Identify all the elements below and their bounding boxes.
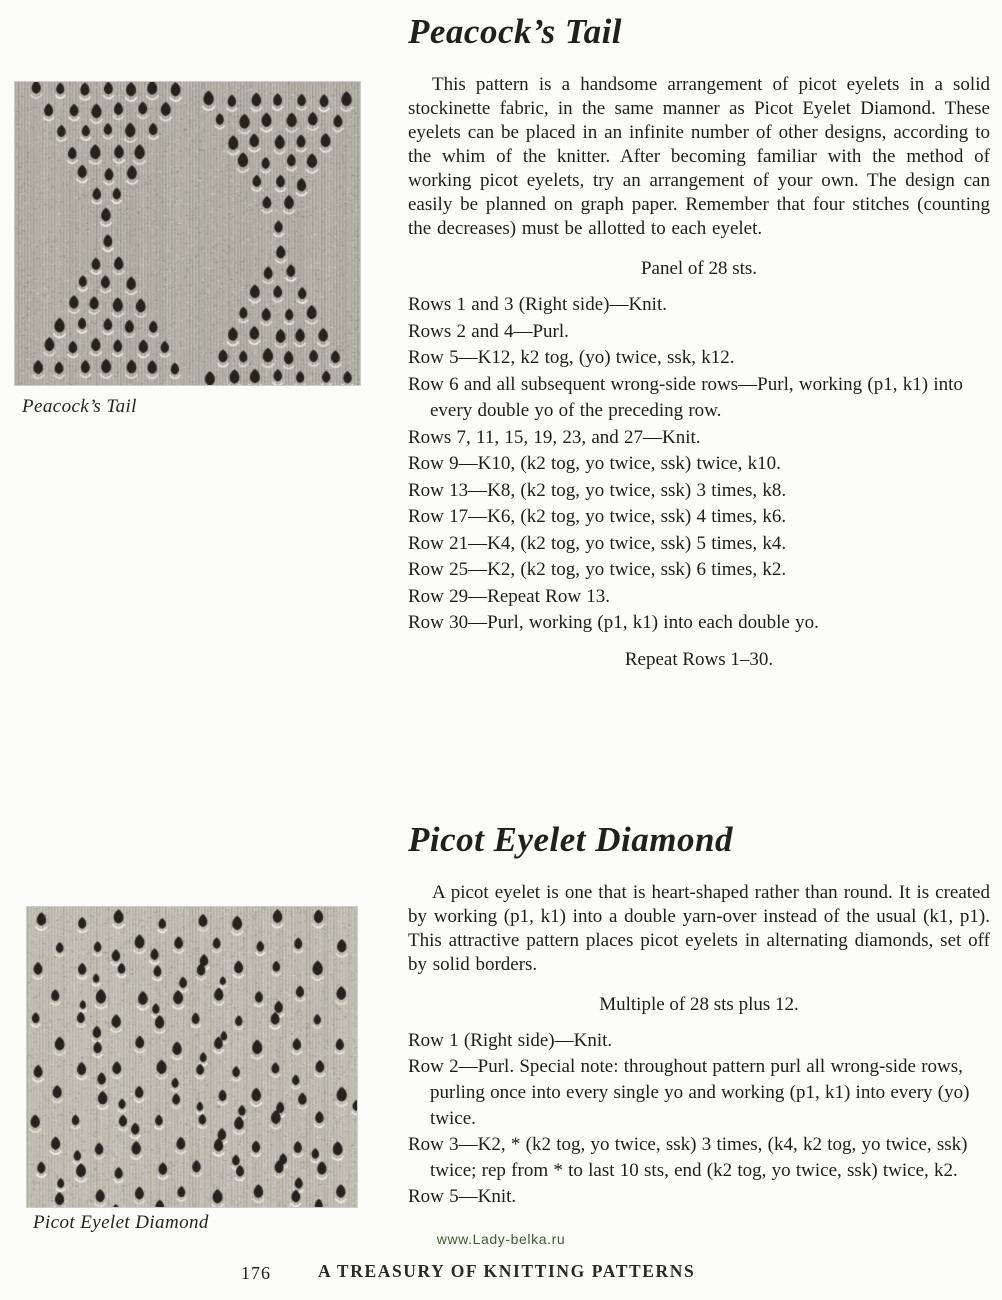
row-instruction: Rows 1 and 3 (Right side)—Knit. xyxy=(408,294,667,315)
row-instruction: Row 6 and all subsequent wrong-side rows—Purl, working (p1, k1) into every double yo of the preceding row. xyxy=(408,373,963,421)
pattern-intro-paragraph: This pattern is a handsome arrangement of picot eyelets in a solid stockinette fabric, in the same manner as Picot Eyelet Diamond. These eyelets can be placed in an infinite number of other designs, according to the whim of the knitter. After becoming familiar with the method of working picot eyelets, try an arrangement of your own. The design can easily be planned on graph paper. Remember that four stitches (counting the decreases) must be allotted to each eyelet. xyxy=(408,74,990,239)
row-instruction: Row 2—Purl. Special note: throughout pattern purl all wrong-side rows, purling once into every single yo and working (p1, k1) into every (yo) twice. xyxy=(408,1056,970,1129)
row-instruction: Row 5—K12, k2 tog, (yo) twice, ssk, k12. xyxy=(408,347,735,368)
stitch-count-note: Panel of 28 sts. xyxy=(640,258,758,279)
peacocks-tail-swatch-photo xyxy=(15,82,360,385)
page-number: 176 xyxy=(241,1263,271,1283)
row-instruction: Rows 2 and 4—Purl. xyxy=(408,320,569,342)
repeat-note: Repeat Rows 1–30. xyxy=(624,648,774,670)
row-instruction: Row 25—K2, (k2 tog, yo twice, ssk) 6 times, k2. xyxy=(408,559,787,580)
row-instruction: Row 1 (Right side)—Knit. xyxy=(408,1030,613,1051)
section-peacocks-tail xyxy=(408,10,990,671)
section-picot-eyelet-diamond xyxy=(408,818,990,1210)
stitch-count-note: Multiple of 28 sts plus 12. xyxy=(599,994,799,1015)
pattern-intro-paragraph: A picot eyelet is one that is heart-shaped rather than round. It is created by working (p1, k1) into a double yarn-over instead of the usual (k1, p1). This attractive pattern places picot eyelets in alternating diamonds, set off by solid borders. xyxy=(408,882,990,975)
row-instruction: Row 21—K4, (k2 tog, yo twice, ssk) 5 times, k4. xyxy=(408,532,787,554)
picot-eyelet-diamond-swatch-photo xyxy=(27,907,357,1207)
row-instruction: Row 13—K8, (k2 tog, yo twice, ssk) 3 times, k8. xyxy=(408,479,787,501)
row-instruction: Row 30—Purl, working (p1, k1) into each double yo. xyxy=(408,612,819,633)
pattern-title-peacocks-tail: Peacock’s Tail xyxy=(408,12,623,51)
photo-caption-peacocks-tail: Peacock’s Tail xyxy=(22,396,137,417)
pattern-title-picot-eyelet-diamond: Picot Eyelet Diamond xyxy=(408,820,733,859)
row-instruction: Row 17—K6, (k2 tog, yo twice, ssk) 4 times, k6. xyxy=(408,506,787,527)
row-instructions-list xyxy=(408,1028,990,1210)
row-instruction: Rows 7, 11, 15, 19, 23, and 27—Knit. xyxy=(408,426,701,448)
photo-caption-picot-eyelet-diamond: Picot Eyelet Diamond xyxy=(33,1212,209,1233)
row-instruction: Row 5—Knit. xyxy=(408,1186,517,1207)
row-instruction: Row 9—K10, (k2 tog, yo twice, ssk) twice, k10. xyxy=(408,453,781,474)
site-watermark: www.Lady-belka.ru xyxy=(436,1231,566,1247)
row-instructions-list xyxy=(408,292,990,637)
row-instruction: Row 3—K2, * (k2 tog, yo twice, ssk) 3 times, (k4, k2 tog, yo twice, ssk) twice; rep from * to last 10 sts, end (k2 tog, yo twice, ssk) twice, k2. xyxy=(408,1134,968,1181)
row-instruction: Row 29—Repeat Row 13. xyxy=(408,585,611,607)
running-book-title: A TREASURY OF KNITTING PATTERNS xyxy=(318,1261,696,1281)
